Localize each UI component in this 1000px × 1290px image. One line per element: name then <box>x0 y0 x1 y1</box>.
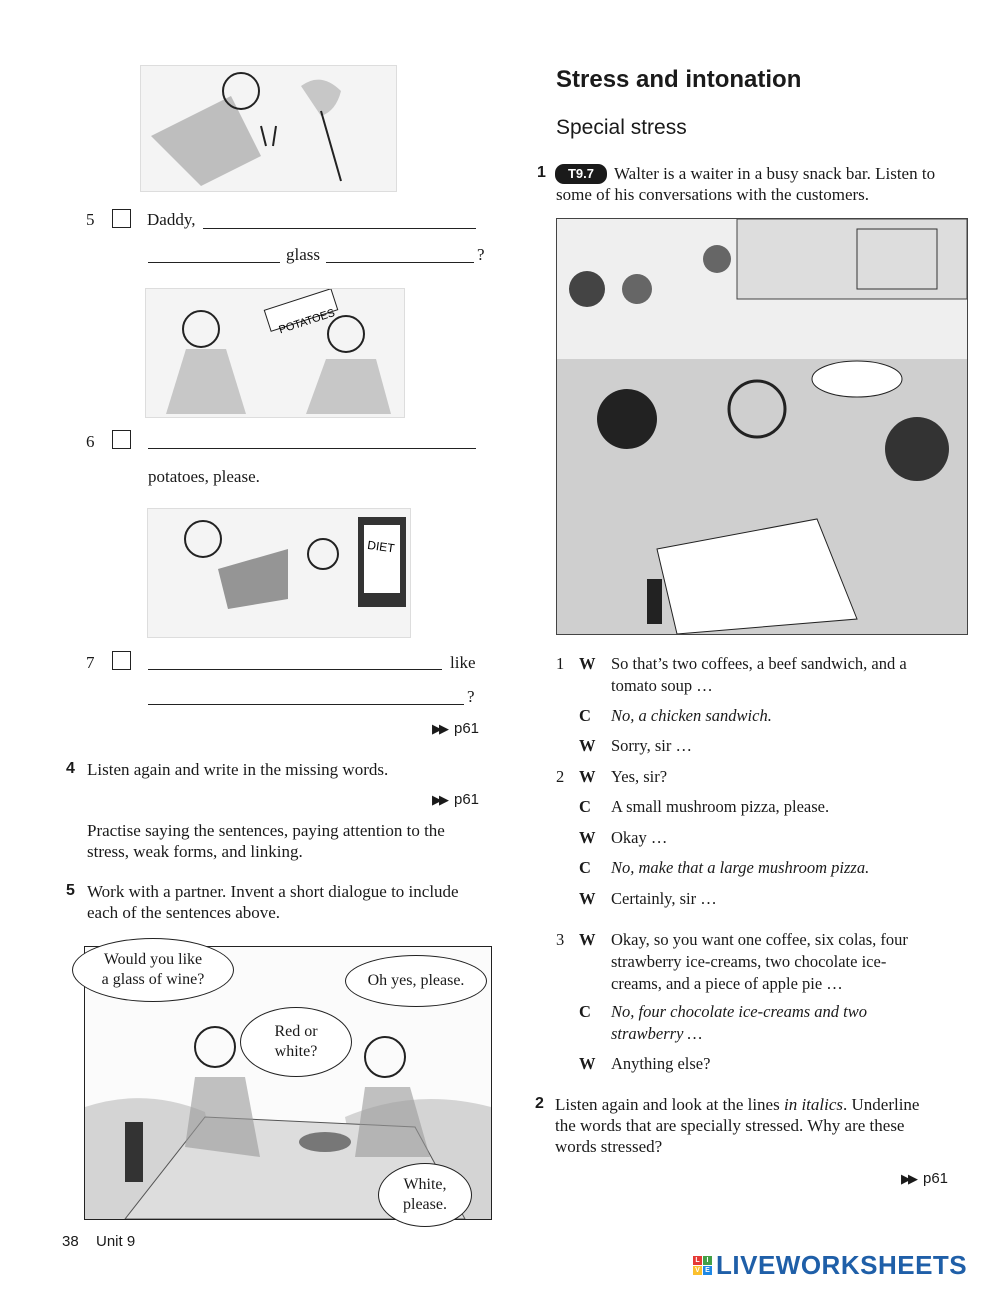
dialogue-line-8 <box>556 888 966 910</box>
speaker-label: W <box>579 736 596 755</box>
ex2-line-1-italic: in italics <box>783 1095 843 1114</box>
bubble-1-line-1: Would you like <box>103 951 203 968</box>
item-5-blank-2[interactable] <box>148 262 280 263</box>
item-6-checkbox[interactable] <box>112 430 131 449</box>
ref-p61-2[interactable] <box>432 791 479 808</box>
ex5-line-1: Work with a partner. Invent a short dialogue to include <box>87 882 459 901</box>
dialogue-line-1 <box>556 653 966 697</box>
dialogue-text: So that’s two coffees, a beef sandwich, and a tomato soup … <box>611 654 907 695</box>
speaker-label: W <box>579 828 596 847</box>
ref-p61-3[interactable] <box>901 1170 948 1187</box>
practise-line-2: stress, weak forms, and linking. <box>87 842 303 861</box>
bubble-3-line-2: white? <box>274 1043 318 1060</box>
bubble-2-text: Oh yes, please. <box>367 972 465 989</box>
diet-sign-text: DIET <box>366 537 396 556</box>
illustration-6-potatoes <box>145 288 405 418</box>
logo-grid-icon <box>693 1256 712 1275</box>
item-6-blank[interactable] <box>148 448 476 449</box>
dialogue-line-11 <box>556 1053 966 1075</box>
logo-tile-e: E <box>703 1266 712 1275</box>
bubble-4-line-1: White, <box>403 1176 447 1193</box>
double-play-icon: ▶▶ <box>432 720 446 736</box>
unit-label: Unit 9 <box>96 1233 136 1250</box>
item-6-word-potatoes: potatoes, please. <box>148 467 260 486</box>
logo-tile-l: L <box>693 1256 702 1265</box>
item-5-word-daddy: Daddy, <box>147 210 196 229</box>
illustration-snack-bar <box>556 218 968 635</box>
speaker-label: C <box>579 1002 591 1021</box>
ex5-line-2: each of the sentences above. <box>87 903 281 922</box>
ex1-text-line-1: Walter is a waiter in a busy snack bar. Listen to <box>614 164 936 183</box>
ex2-line-1 <box>555 1095 919 1115</box>
dialogue-line-5 <box>556 796 966 818</box>
illustration-5-family-tools <box>140 65 397 192</box>
dialogue-text: Sorry, sir … <box>611 736 692 755</box>
item-5-word-glass: glass <box>286 245 320 264</box>
ex1-text-line-2: some of his conversations with the customers. <box>556 185 870 204</box>
double-play-icon: ▶▶ <box>901 1170 915 1186</box>
ex4-number: 4 <box>66 760 75 777</box>
double-play-icon: ▶▶ <box>432 791 446 807</box>
dialogue-line-2 <box>556 705 966 727</box>
item-5-checkbox[interactable] <box>112 209 131 228</box>
ex1-number: 1 <box>537 164 546 181</box>
speaker-label: C <box>579 797 591 816</box>
item-7-question-mark: ? <box>467 687 475 706</box>
dialogue-text: No, make that a large mushroom pizza. <box>611 858 870 877</box>
speaker-label: W <box>579 654 596 673</box>
practise-line-1: Practise saying the sentences, paying attention to the <box>87 821 445 840</box>
item-7-checkbox[interactable] <box>112 651 131 670</box>
track-badge[interactable]: T9.7 <box>555 164 607 184</box>
bubble-oh-yes <box>345 955 487 1007</box>
subsection-title: Special stress <box>556 116 687 139</box>
ex5-number: 5 <box>66 882 75 899</box>
ex2-line-1-pre: Listen again and look at the lines <box>555 1095 784 1114</box>
bubble-4-line-2: please. <box>403 1196 447 1213</box>
ex2-number: 2 <box>535 1095 544 1112</box>
dialogue-number: 3 <box>556 930 565 949</box>
ref-p61-1[interactable] <box>432 720 479 737</box>
bubble-1-line-2: a glass of wine? <box>101 971 205 988</box>
bubble-red-or-white <box>240 1007 352 1077</box>
speaker-label: C <box>579 858 591 877</box>
dialogue-text: Anything else? <box>611 1054 711 1073</box>
bubble-3-line-1: Red or <box>274 1023 318 1040</box>
ex2-line-1-post: . Underline <box>843 1095 920 1114</box>
dialogue-line-3 <box>556 735 966 757</box>
bubble-would-you-like <box>72 938 234 1002</box>
ref-p61-3-label: p61 <box>923 1170 949 1187</box>
dialogue-number: 2 <box>556 767 565 786</box>
item-5-blank-3[interactable] <box>326 262 474 263</box>
dialogue-text: No, four chocolate ice-creams and two strawberry … <box>611 1002 868 1043</box>
speaker-label: W <box>579 889 596 908</box>
item-5-blank-1[interactable] <box>203 228 476 229</box>
dialogue-text: A small mushroom pizza, please. <box>611 797 830 816</box>
item-7-number: 7 <box>86 653 95 672</box>
item-5-number: 5 <box>86 210 95 229</box>
item-7-blank-2[interactable] <box>148 704 464 705</box>
liveworksheets-logo[interactable] <box>693 1250 967 1281</box>
dialogue-line-7 <box>556 857 966 879</box>
item-7-word-like: like <box>450 653 476 672</box>
bubble-white-please <box>378 1163 472 1227</box>
ref-p61-2-label: p61 <box>454 791 480 808</box>
illustration-7-cake-diet <box>147 508 411 638</box>
ex2-line-2: the words that are specially stressed. Why are these <box>555 1116 905 1135</box>
ref-p61-1-label: p61 <box>454 720 480 737</box>
speaker-label: C <box>579 706 591 725</box>
potatoes-sign-text: POTATOES <box>277 307 337 337</box>
logo-tile-i: I <box>703 1256 712 1265</box>
dialogue-text: Certainly, sir … <box>611 889 717 908</box>
item-5-question-mark: ? <box>477 245 485 264</box>
page-number: 38 <box>62 1233 79 1250</box>
speaker-label: W <box>579 1054 596 1073</box>
dialogue-line-6 <box>556 827 966 849</box>
speaker-label: W <box>579 767 596 786</box>
item-7-blank-1[interactable] <box>148 669 442 670</box>
item-6-number: 6 <box>86 432 95 451</box>
ex4-text: Listen again and write in the missing words. <box>87 760 389 779</box>
dialogue-line-10 <box>556 1001 966 1045</box>
dialogue-line-9 <box>556 929 966 995</box>
dialogue-text: Okay, so you want one coffee, six colas, four strawberry ice-creams, two chocolate ice-creams, and a piece of apple pie … <box>611 930 908 993</box>
section-title: Stress and intonation <box>556 66 802 93</box>
logo-tile-v: V <box>693 1266 702 1275</box>
dialogue-text: Yes, sir? <box>611 767 668 786</box>
brand-name: LIVEWORKSHEETS <box>716 1250 968 1280</box>
dialogue-line-4 <box>556 766 966 788</box>
ex2-line-3: words stressed? <box>555 1137 663 1156</box>
dialogue-text: Okay … <box>611 828 668 847</box>
dialogue-text: No, a chicken sandwich. <box>611 706 772 725</box>
speaker-label: W <box>579 930 596 949</box>
dialogue-number: 1 <box>556 654 565 673</box>
